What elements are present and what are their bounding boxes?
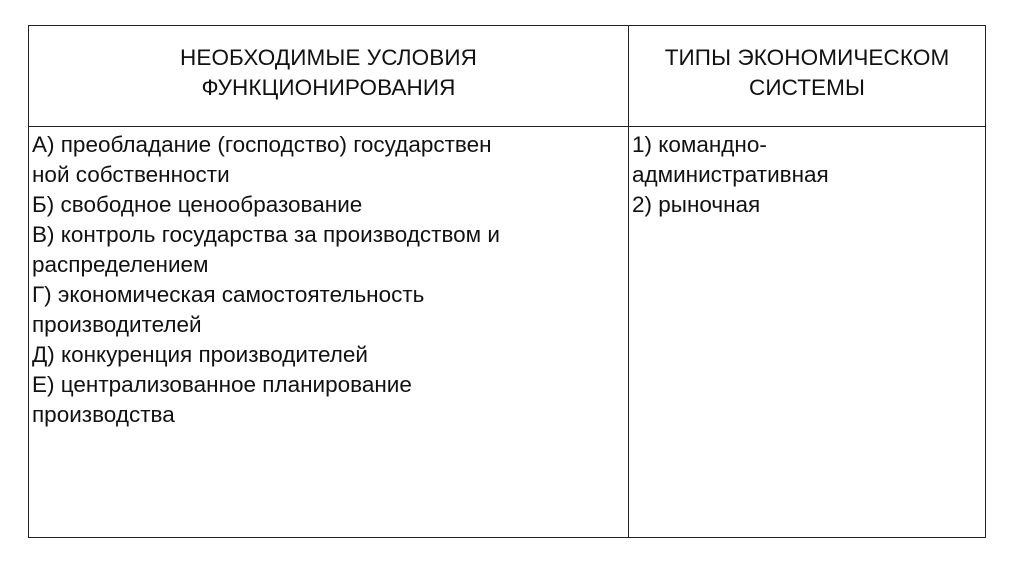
condition-line: Г) экономическая самостоятельность: [32, 282, 425, 307]
types-list-cell: [629, 127, 985, 537]
header-conditions: [180, 43, 477, 103]
condition-line: распределением: [32, 252, 209, 277]
header-types: [665, 43, 950, 103]
header-conditions-line-1: НЕОБХОДИМЫЕ УСЛОВИЯ: [179, 45, 477, 70]
condition-line: Е) централизованное планирование: [32, 372, 412, 397]
condition-line: В) контроль государства за производством и: [32, 222, 500, 247]
condition-line: Б) свободное ценообразование: [32, 192, 363, 217]
condition-line: ной собственности: [32, 162, 230, 187]
condition-line: А) преобладание (господство) государствен: [32, 132, 492, 157]
type-line: административная: [632, 162, 829, 187]
conditions-types-table: [28, 25, 986, 538]
type-line: 1) командно-: [632, 132, 767, 157]
header-conditions-line-2: ФУНКЦИОНИРОВАНИЯ: [201, 75, 456, 100]
type-line: 2) рыночная: [632, 192, 761, 217]
conditions-list-cell: [29, 127, 629, 537]
header-conditions-cell: [29, 26, 629, 127]
header-types-line-1: ТИПЫ ЭКОНОМИЧЕСКОМ: [664, 45, 950, 70]
condition-line: производства: [32, 402, 175, 427]
condition-line: производителей: [32, 312, 202, 337]
header-types-line-2: СИСТЕМЫ: [748, 75, 866, 100]
condition-line: Д) конкуренция производителей: [32, 342, 368, 367]
header-types-cell: [629, 26, 985, 127]
